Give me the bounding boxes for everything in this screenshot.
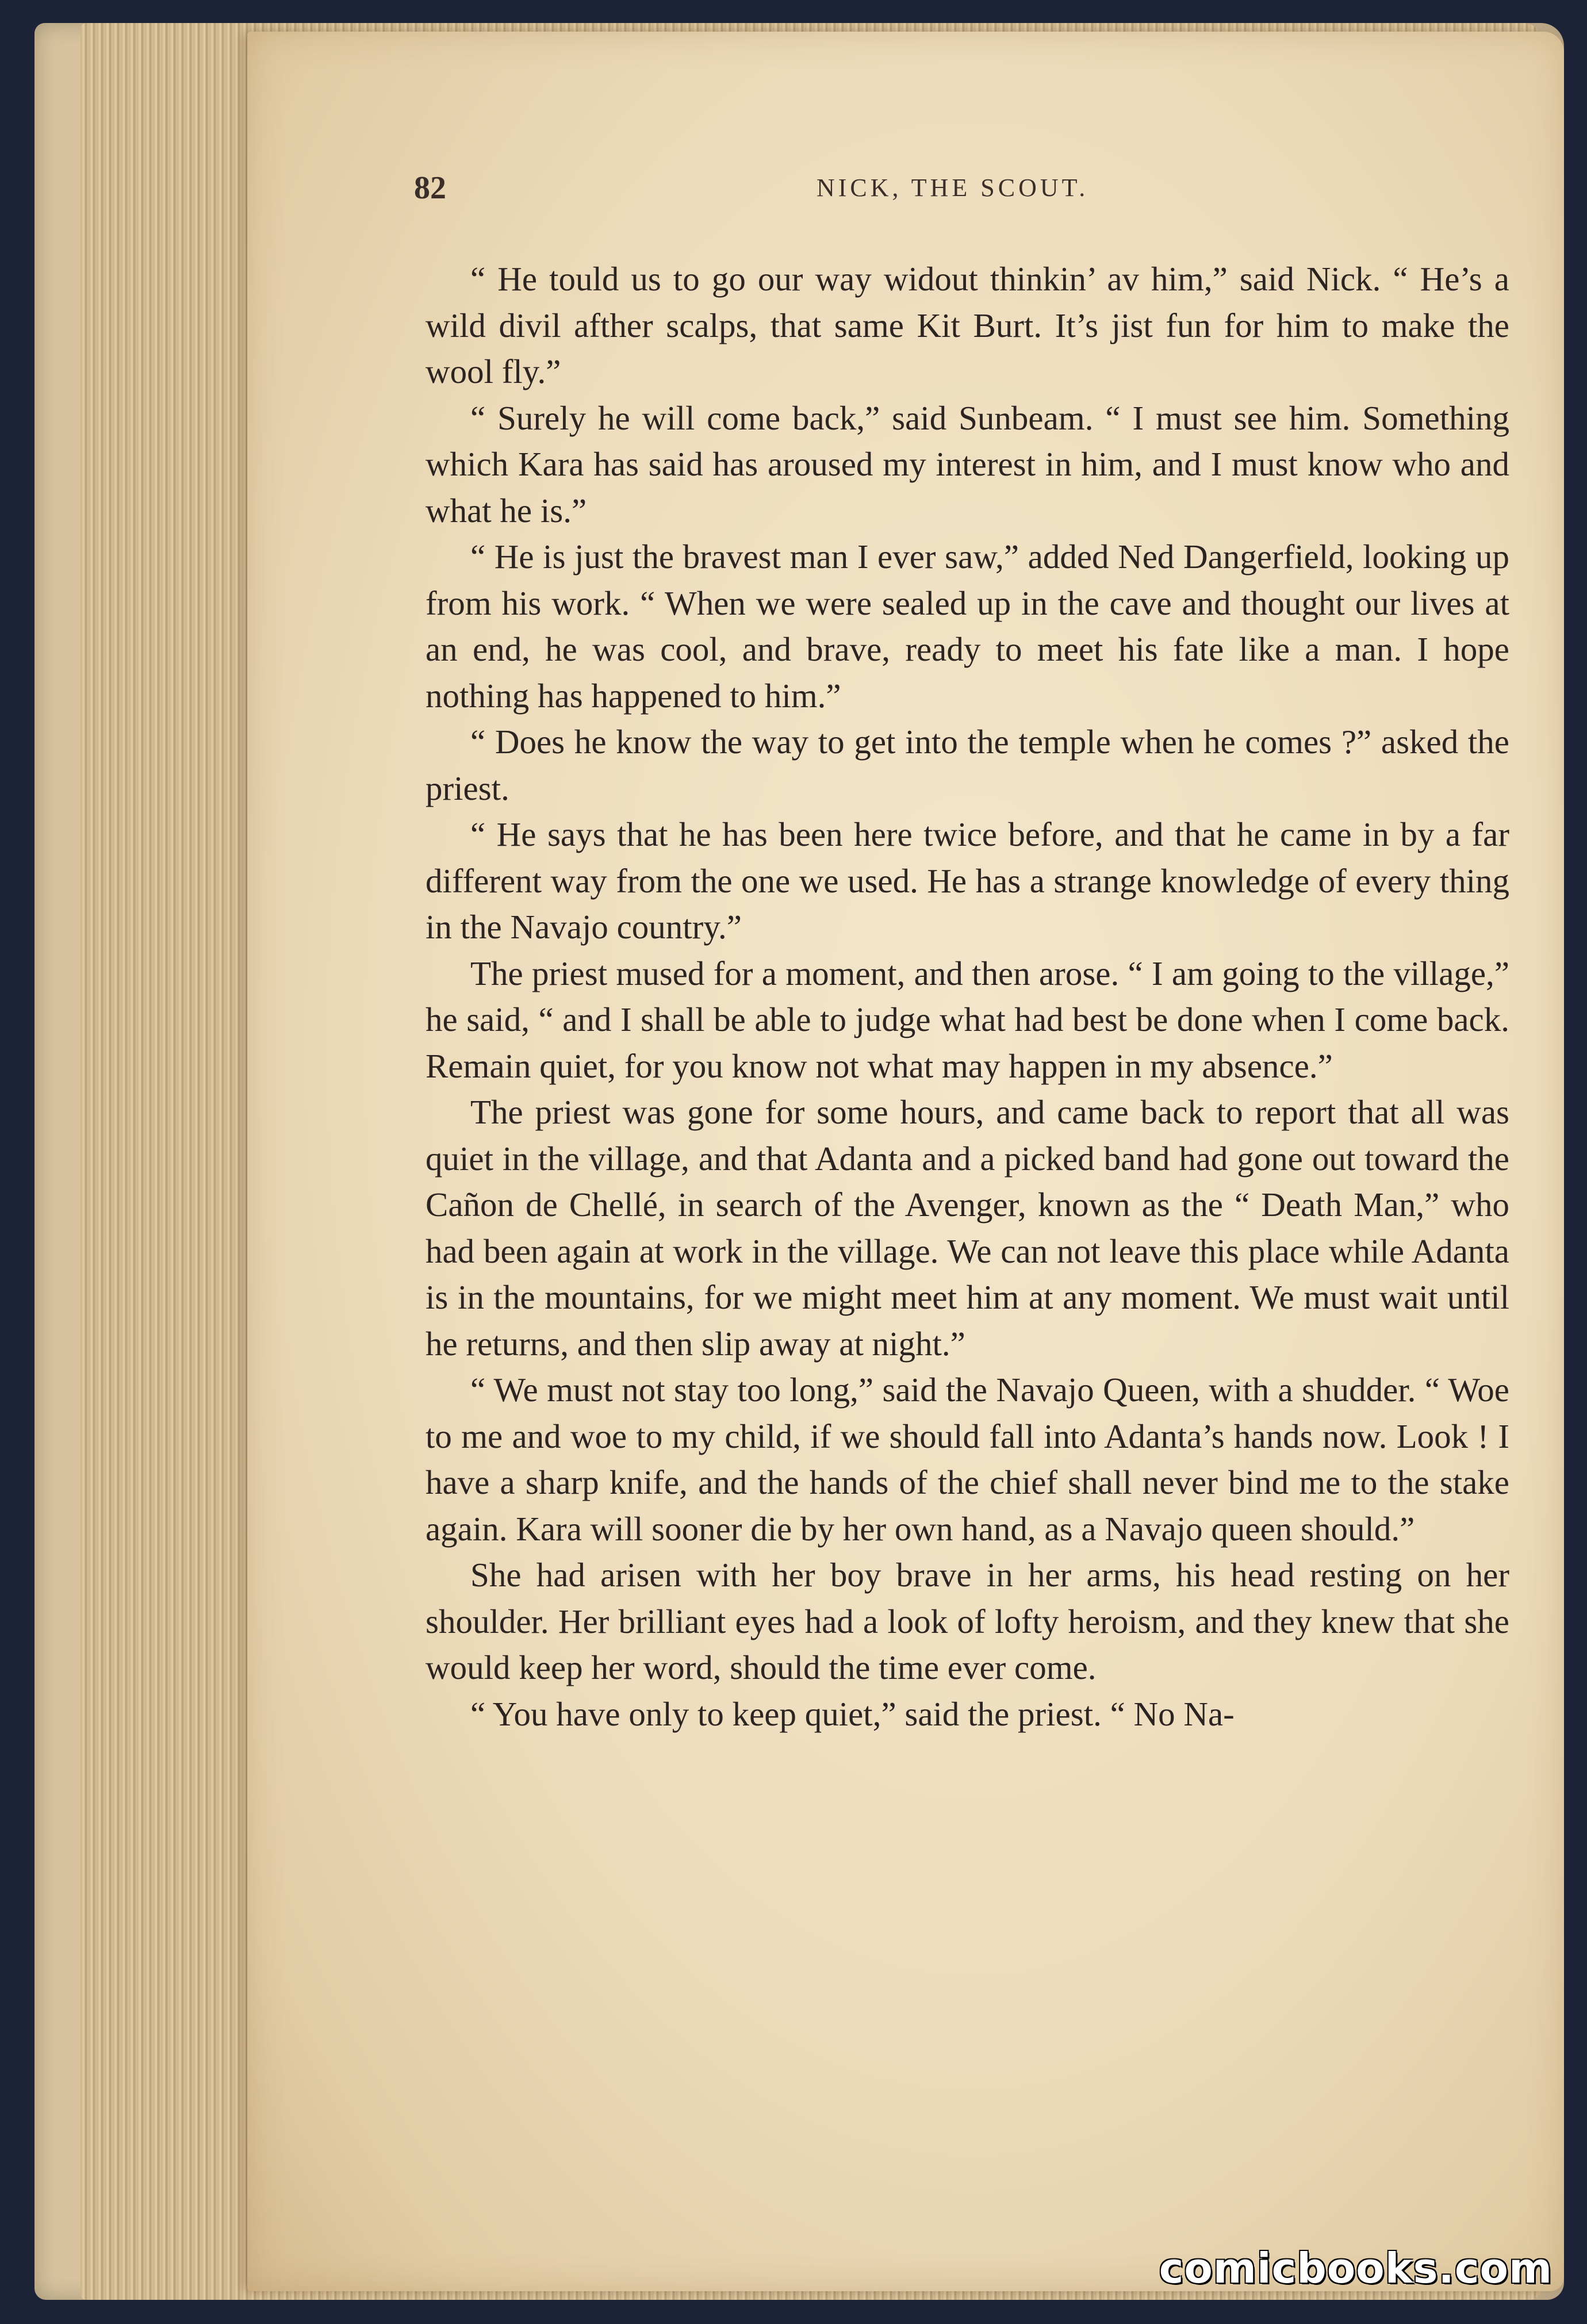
paragraph: “ He is just the bravest man I ever saw,” added Ned Dangerfield, looking up from his work. “ When we were sealed up in the cave and thought our lives at an end, he was cool, and brave, ready to meet his fate like a man. I hope nothing has happened to him.”	[425, 538, 1509, 715]
paragraph: She had arisen with her boy brave in her arms, his head resting on her shoulder. Her brilliant eyes had a look of lofty heroism, and they knew that she would keep her word, should the time ever come.	[425, 1556, 1509, 1686]
paragraph: “ He says that he has been here twice before, and that he came in by a far different way from the one we used. He has a strange knowledge of every thing in the Navajo country.”	[425, 815, 1509, 946]
page-number: 82	[414, 170, 446, 206]
page-header	[414, 170, 1512, 210]
paragraph: “ You have only to keep quiet,” said the priest. “ No Na-	[470, 1694, 1235, 1733]
paragraph: “ Surely he will come back,” said Sunbeam. “ I must see him. Something which Kara has said has aroused my interest in him, and I must know who and what he is.”	[425, 398, 1509, 530]
paragraph: The priest mused for a moment, and then arose. “ I am going to the village,” he said, “ and I shall be able to judge what had best be done when I come back. Remain quiet, for you know not what may happen in my absence.”	[425, 954, 1509, 1085]
paragraph: “ He tould us to go our way widout thinkin’ av him,” said Nick. “ He’s a wild divil afther scalps, that same Kit Burt. It’s jist fun for him to make the wool fly.”	[425, 260, 1509, 390]
running-head: NICK, THE SCOUT.	[816, 174, 1089, 202]
watermark: comicbooks.com	[1159, 2244, 1552, 2292]
paragraph: “ We must not stay too long,” said the Navajo Queen, with a shudder. “ Woe to me and woe to my child, if we should fall into Adanta’s hands now. Look ! I have a sharp knife, and the hands of the chief shall never bind me to the stake again. Kara will sooner die by her own hand, as a Navajo queen should.”	[425, 1371, 1509, 1548]
paragraph: “ Does he know the way to get into the temple when he comes ?” asked the priest.	[425, 723, 1509, 807]
paragraph: The priest was gone for some hours, and came back to report that all was quiet in the village, and that Adanta and a picked band had gone out toward the Cañon de Chellé, in search of the Avenger, known as the “ Death Man,” who had been again at work in the village. We can not leave this place while Adanta is in the mountains, for we might meet him at any moment. We must wait until he returns, and then slip away at night.”	[425, 1093, 1509, 1363]
body-text	[425, 256, 1509, 1737]
